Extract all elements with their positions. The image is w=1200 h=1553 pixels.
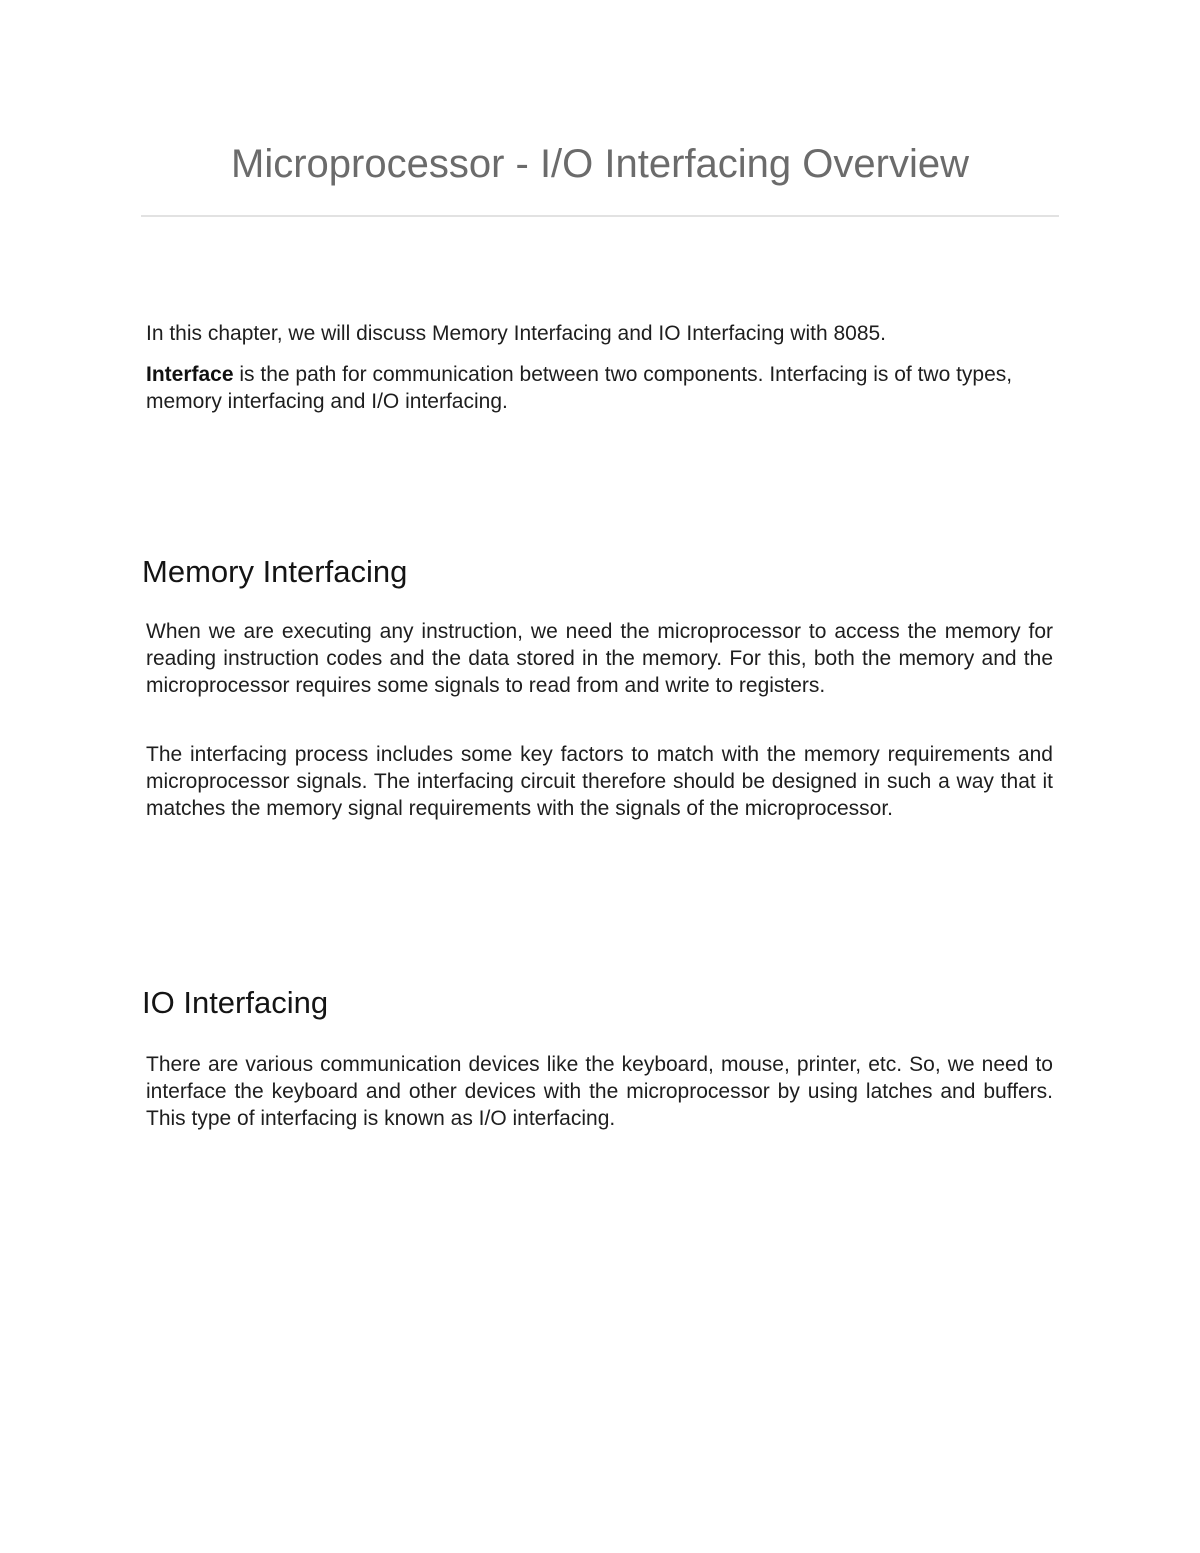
io-paragraph-1: There are various communication devices like the keyboard, mouse, printer, etc. So, we need to interface the keyboard and other devices with the microprocessor by using latches and buffers. This type of interfacing is known as I/O interfacing. xyxy=(146,1053,1053,1130)
title-divider xyxy=(141,215,1059,217)
section-heading-memory-interfacing: Memory Interfacing xyxy=(142,554,408,589)
interface-definition-paragraph xyxy=(146,361,1053,415)
interface-term: Interface xyxy=(146,363,234,386)
section-heading-io-interfacing: IO Interfacing xyxy=(142,985,329,1020)
memory-paragraph-2: The interfacing process includes some key factors to match with the memory requirements and microprocessor signals. The interfacing circuit therefore should be designed in such a way that it matches the memory signal requirements with the signals of the microprocessor. xyxy=(146,743,1053,820)
page-title: Microprocessor - I/O Interfacing Overview xyxy=(231,142,969,186)
intro-paragraph: In this chapter, we will discuss Memory Interfacing and IO Interfacing with 8085. xyxy=(146,322,887,345)
interface-definition-text: is the path for communication between two components. Interfacing is of two types, memory interfacing and I/O interfacing. xyxy=(146,363,1013,413)
memory-paragraph-1: When we are executing any instruction, we need the microprocessor to access the memory for reading instruction codes and the data stored in the memory. For this, both the memory and the microprocessor requires some signals to read from and write to registers. xyxy=(146,620,1053,697)
